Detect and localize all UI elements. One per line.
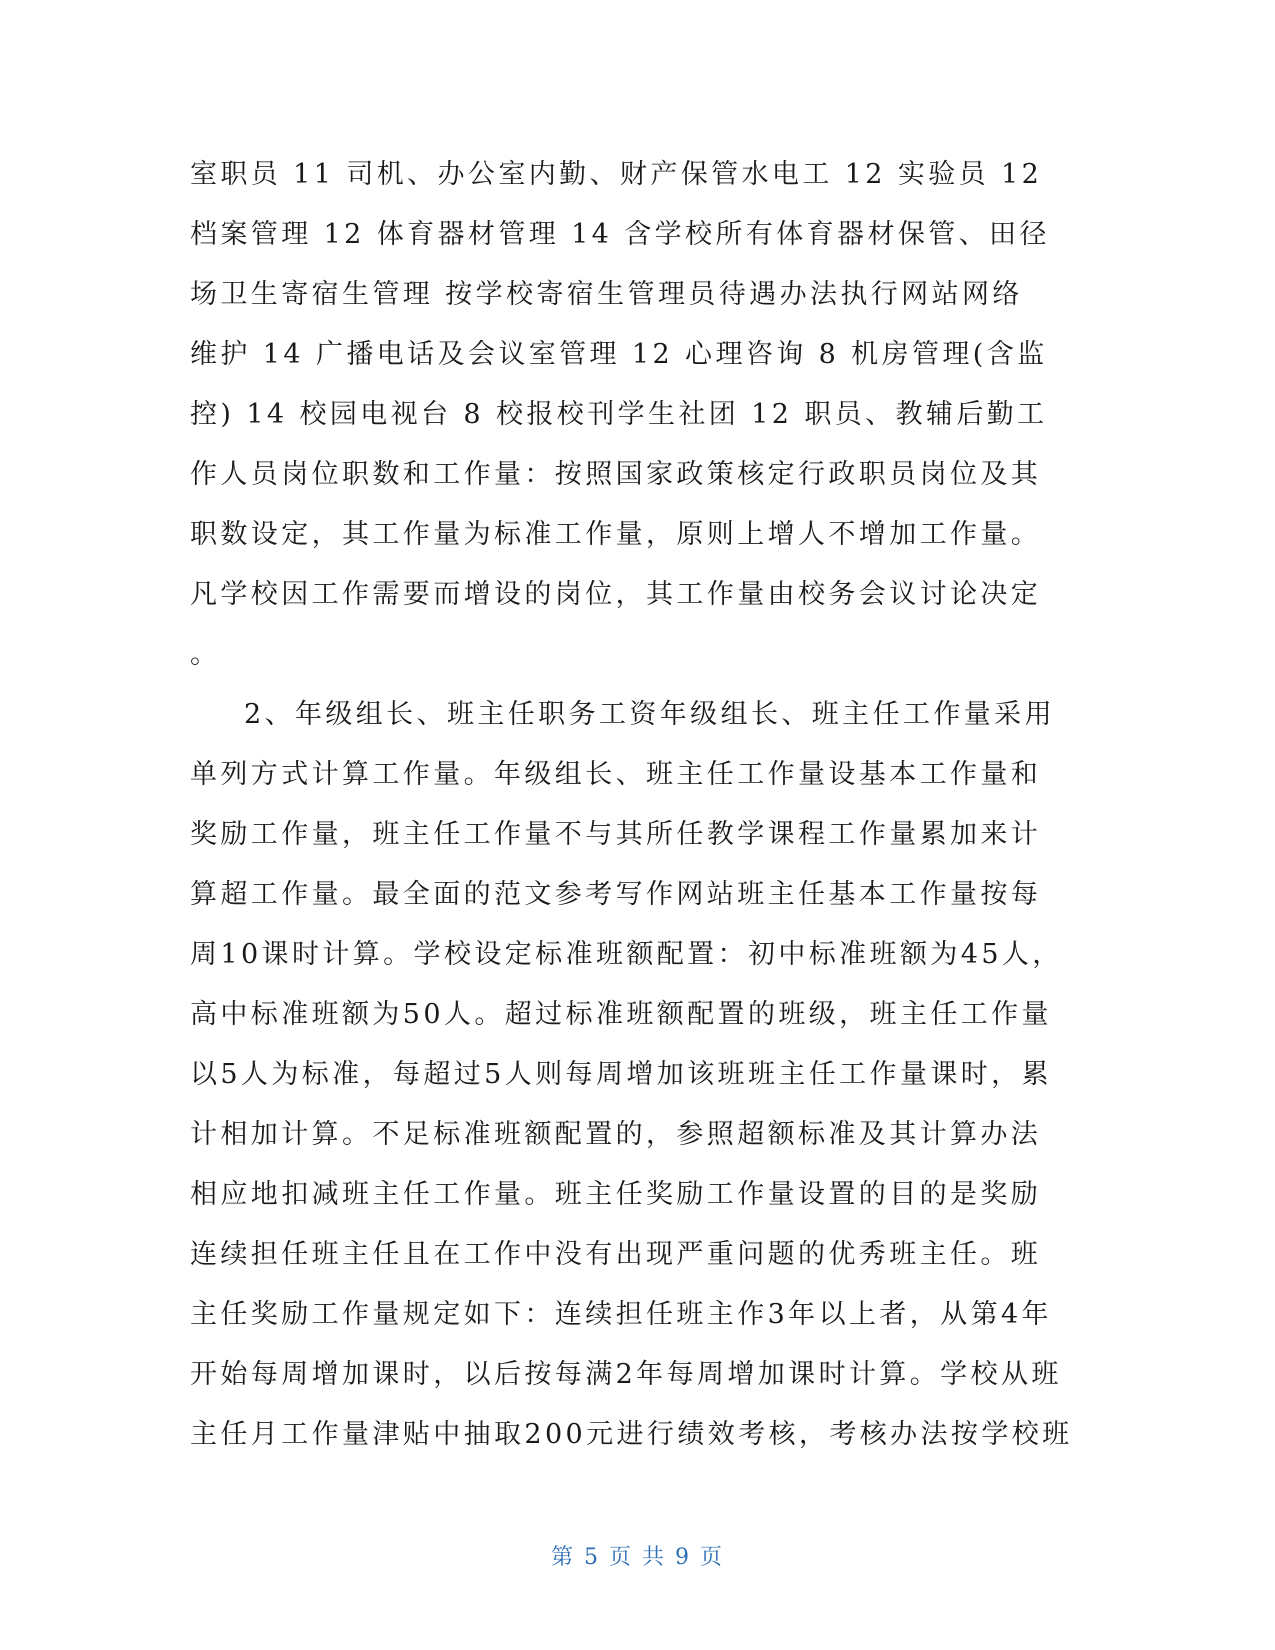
paragraph-line: 维护 14 广播电话及会议室管理 12 心理咨询 8 机房管理(含监 (190, 339, 1048, 370)
paragraph-line: 高中标准班额为50人。超过标准班额配置的班级，班主任工作量 (190, 999, 1052, 1030)
paragraph-line: 开始每周增加课时，以后按每满2年每周增加课时计算。学校从班 (190, 1359, 1062, 1390)
paragraph-line: 凡学校因工作需要而增设的岗位，其工作量由校务会议讨论决定 (190, 579, 1042, 610)
paragraph-line: 控) 14 校园电视台 8 校报校刊学生社团 12 职员、教辅后勤工 (190, 399, 1048, 430)
paragraph-line: 相应地扣减班主任工作量。班主任奖励工作量设置的目的是奖励 (190, 1179, 1042, 1210)
paragraph-line: 2、年级组长、班主任职务工资年级组长、班主任工作量采用 (244, 699, 1055, 730)
paragraph-line: 连续担任班主任且在工作中没有出现严重问题的优秀班主任。班 (190, 1239, 1042, 1270)
paragraph-line: 职数设定，其工作量为标准工作量，原则上增人不增加工作量。 (190, 519, 1042, 550)
paragraph-line: 作人员岗位职数和工作量：按照国家政策核定行政职员岗位及其 (190, 459, 1042, 490)
page-number-footer: 第 5 页 共 9 页 (551, 1545, 724, 1570)
paragraph-line: 计相加计算。不足标准班额配置的，参照超额标准及其计算办法 (190, 1119, 1042, 1150)
paragraph-line: 算超工作量。最全面的范文参考写作网站班主任基本工作量按每 (190, 879, 1042, 910)
paragraph-line: 周10课时计算。学校设定标准班额配置：初中标准班额为45人， (190, 939, 1063, 970)
document-body (190, 145, 1080, 1465)
paragraph-line: 。 (190, 639, 221, 670)
paragraph-line: 主任奖励工作量规定如下：连续担任班主作3年以上者，从第4年 (190, 1299, 1052, 1330)
paragraph-line: 单列方式计算工作量。年级组长、班主任工作量设基本工作量和 (190, 759, 1042, 790)
paragraph-line: 场卫生寄宿生管理 按学校寄宿生管理员待遇办法执行网站网络 (190, 279, 1023, 310)
paragraph-line: 奖励工作量，班主任工作量不与其所任教学课程工作量累加来计 (190, 819, 1042, 850)
paragraph-line: 主任月工作量津贴中抽取200元进行绩效考核，考核办法按学校班 (190, 1419, 1073, 1450)
paragraph-line: 档案管理 12 体育器材管理 14 含学校所有体育器材保管、田径 (190, 219, 1050, 250)
paragraph-2 (190, 685, 1080, 1465)
paragraph-line: 以5人为标准，每超过5人则每周增加该班班主任工作量课时，累 (190, 1059, 1052, 1090)
paragraph-line: 室职员 11 司机、办公室内勤、财产保管水电工 12 实验员 12 (190, 159, 1043, 190)
paragraph-1 (190, 145, 1080, 685)
